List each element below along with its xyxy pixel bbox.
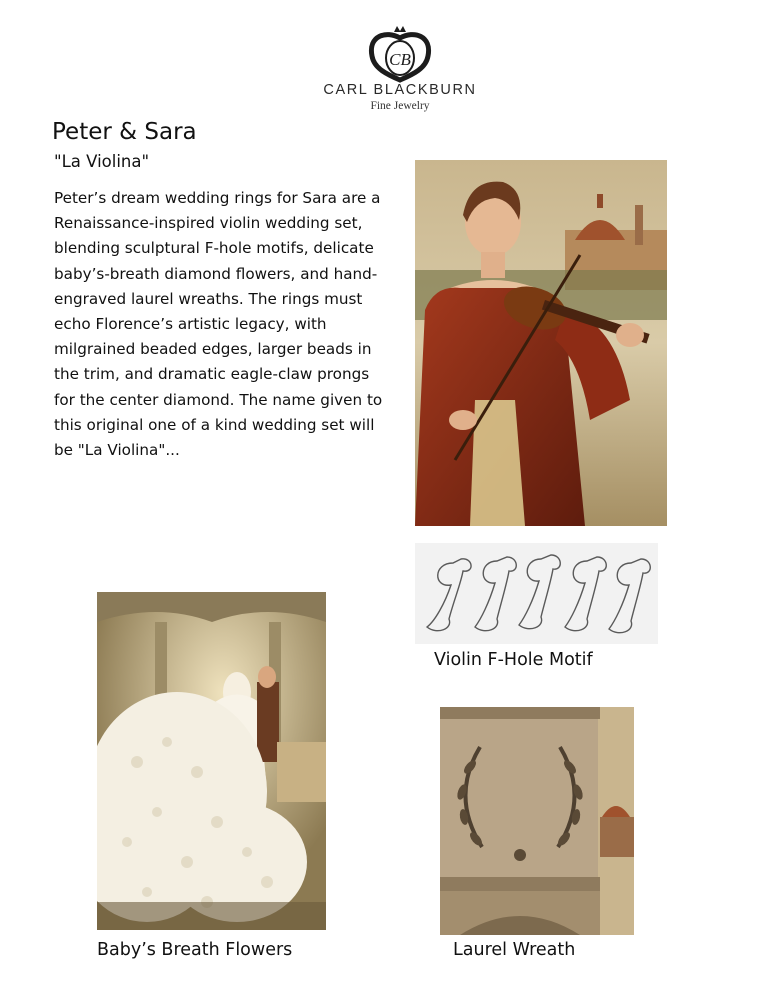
crown-monogram-icon [364, 24, 436, 84]
babys-breath-painting [97, 592, 326, 930]
page-title: Peter & Sara [52, 119, 197, 145]
violinist-painting [415, 160, 667, 526]
caption-babys-breath: Baby’s Breath Flowers [97, 940, 293, 960]
caption-fhole: Violin F-Hole Motif [434, 650, 593, 670]
brand-subtitle: Fine Jewelry [370, 100, 430, 112]
monogram-text: CB [389, 50, 411, 69]
caption-laurel-wreath: Laurel Wreath [453, 940, 576, 960]
description-text: Peter’s dream wedding rings for Sara are a Renaissance-inspired violin wedding set, blending sculptural F-hole motifs, delicate baby’s-breath diamond flowers, and hand-engraved laurel wreaths. The rings must echo Florence’s artistic legacy, with milgrained beaded edges, larger beads in the trim, and dramatic eagle-claw prongs for the center diamond. The name given to this original one of a kind wedding set will be "La Violina"... [54, 189, 383, 460]
laurel-wreath-painting [440, 707, 634, 935]
fhole-motif-image [415, 543, 658, 644]
page-subtitle: "La Violina" [54, 152, 150, 171]
brand-name: CARL BLACKBURN [323, 82, 477, 98]
brand-logo [0, 20, 768, 120]
